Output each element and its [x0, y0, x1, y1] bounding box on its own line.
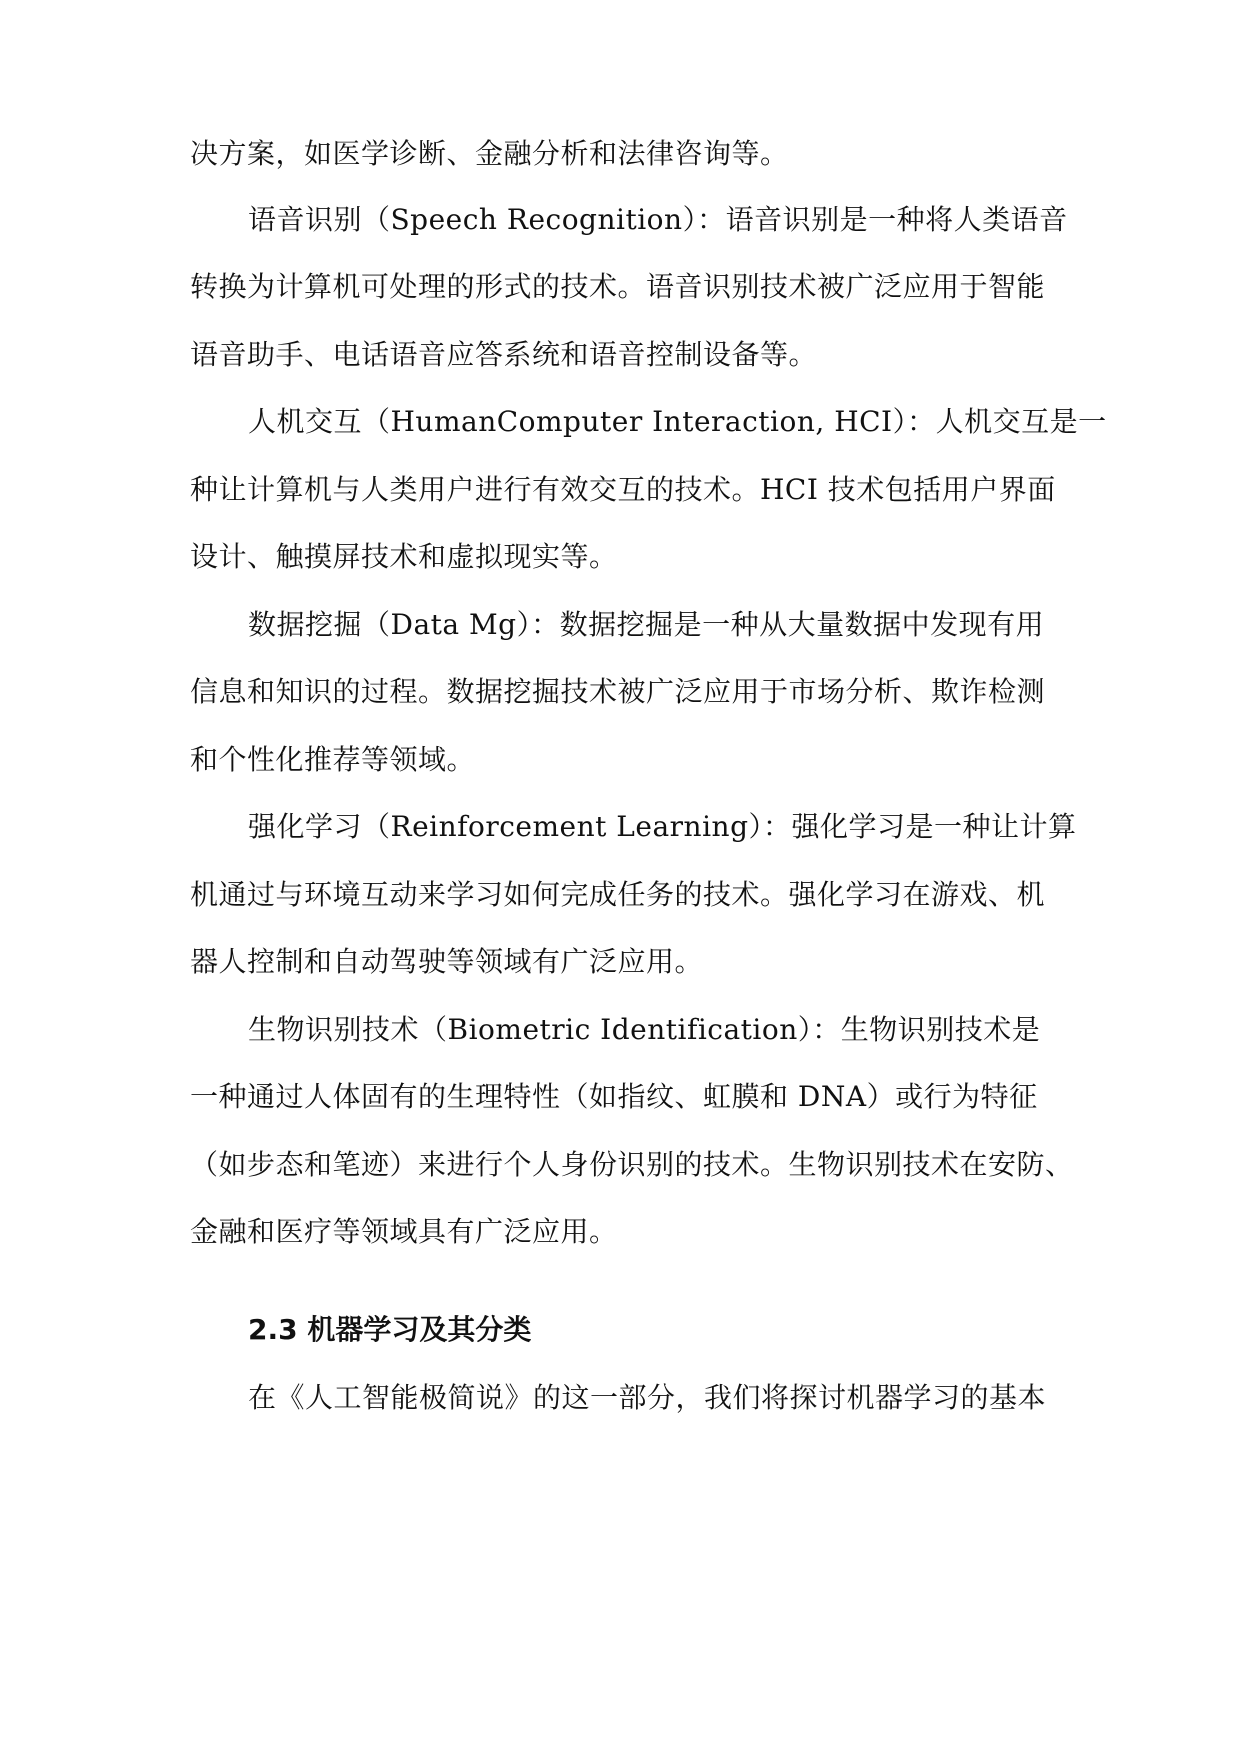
- text-line: 信息和知识的过程。数据挖掘技术被广泛应用于市场分析、欺诈检测: [190, 675, 1046, 708]
- text-line: 转换为计算机可处理的形式的技术。语音识别技术被广泛应用于智能: [190, 270, 1046, 303]
- text-line: 种让计算机与人类用户进行有效交互的技术。HCI 技术包括用户界面: [190, 473, 1056, 506]
- section-heading: 2.3 机器学习及其分类: [248, 1313, 532, 1346]
- paragraph-hci-start: 人机交互（HumanComputer Interaction, HCI）：人机交互是一: [248, 405, 1107, 438]
- text-line: 器人控制和自动驾驶等领域有广泛应用。: [190, 945, 704, 978]
- text-line: 一种通过人体固有的生理特性（如指纹、虹膜和 DNA）或行为特征: [190, 1080, 1038, 1113]
- text-line: 机通过与环境互动来学习如何完成任务的技术。强化学习在游戏、机: [190, 878, 1046, 911]
- paragraph-biometric-start: 生物识别技术（Biometric Identification）：生物识别技术是: [248, 1013, 1041, 1046]
- text-line: （如步态和笔迹）来进行个人身份识别的技术。生物识别技术在安防、: [190, 1148, 1074, 1181]
- text-line: 语音助手、电话语音应答系统和语音控制设备等。: [190, 338, 818, 371]
- text-line: 金融和医疗等领域具有广泛应用。: [190, 1215, 618, 1248]
- paragraph-speech-recognition-start: 语音识别（Speech Recognition）：语音识别是一种将人类语音: [248, 203, 1068, 236]
- paragraph-data-mining-start: 数据挖掘（Data Mg）：数据挖掘是一种从大量数据中发现有用: [248, 608, 1045, 641]
- text-line: 和个性化推荐等领域。: [190, 743, 476, 776]
- text-line: 决方案，如医学诊断、金融分析和法律咨询等。: [190, 137, 789, 170]
- text-line: 设计、触摸屏技术和虚拟现实等。: [190, 540, 618, 573]
- paragraph-reinforcement-learning-start: 强化学习（Reinforcement Learning）：强化学习是一种让计算: [248, 810, 1077, 843]
- paragraph-ml-intro-start: 在《人工智能极简说》的这一部分，我们将探讨机器学习的基本: [248, 1381, 1047, 1414]
